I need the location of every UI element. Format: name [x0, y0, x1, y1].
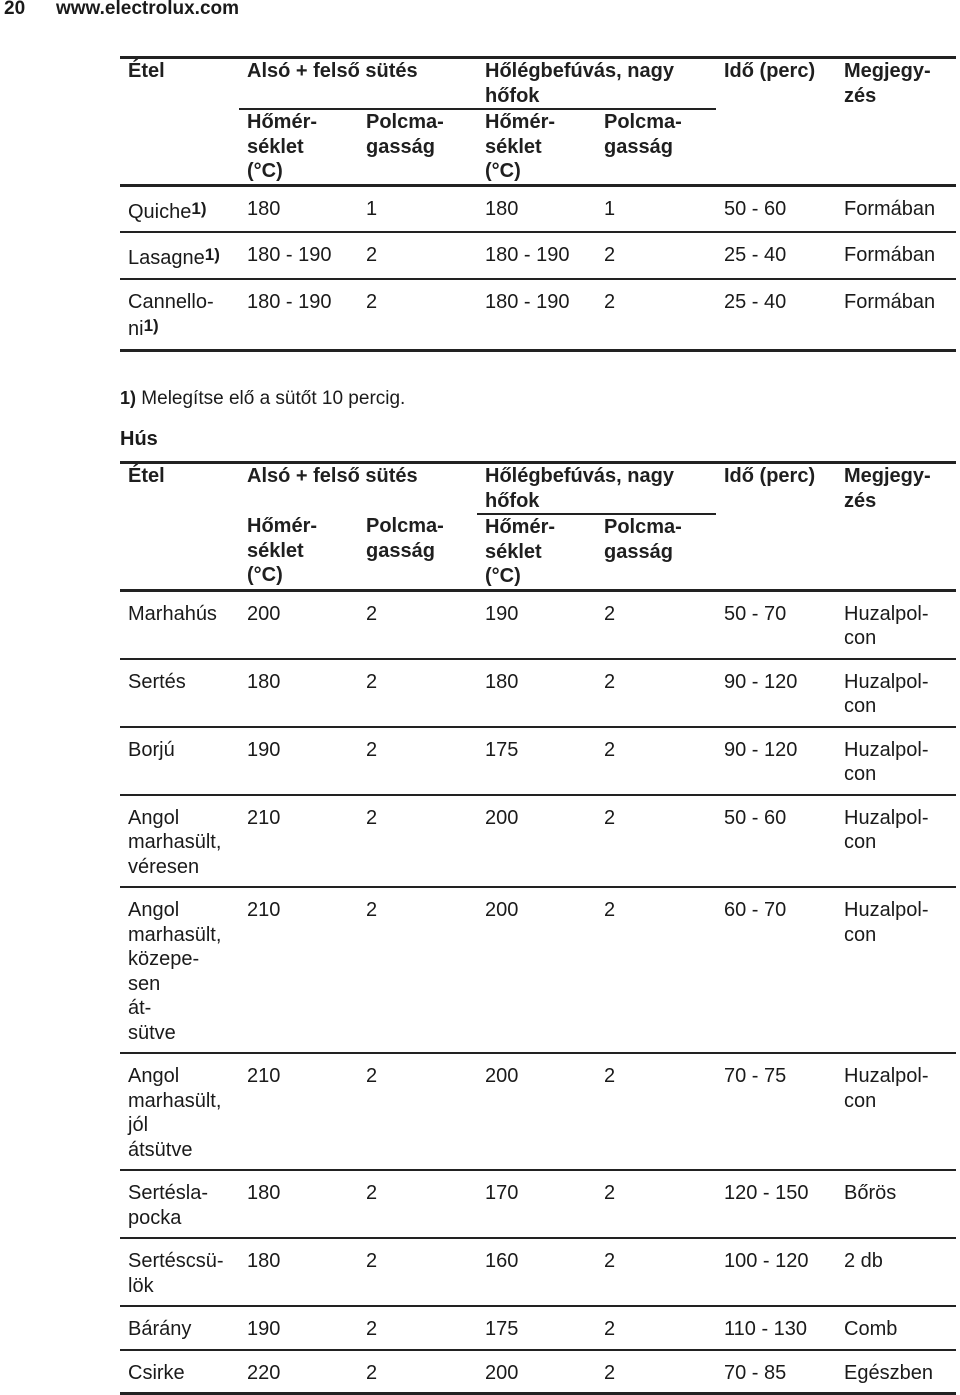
table-row	[120, 795, 956, 888]
note-cell: Huzalpol- con	[844, 899, 929, 946]
temp-cell: 175	[485, 738, 519, 761]
note-cell: Huzalpol- con	[844, 1065, 929, 1112]
food-cell: Marhahús	[128, 602, 217, 625]
shelf-cell: 2	[604, 1065, 616, 1087]
page-header	[0, 0, 960, 30]
col-header-shelf-1: Polcma- gasság	[358, 109, 477, 185]
temp-cell: 180 - 190	[247, 244, 332, 266]
header-row	[120, 463, 956, 515]
temp-cell: 180 - 190	[485, 290, 570, 313]
footnote-text: Melegítse elő a sütőt 10 percig.	[141, 388, 406, 409]
note-cell: Huzalpol- con	[844, 602, 929, 649]
col-header-shelf-1: Polcma- gasság	[366, 515, 444, 562]
note-cell: Bőrös	[844, 1182, 897, 1204]
time-cell: 50 - 60	[724, 197, 787, 220]
footnote-mark: 1)	[120, 388, 137, 408]
time-cell: 70 - 75	[724, 1065, 787, 1087]
shelf-cell: 2	[366, 1065, 378, 1087]
shelf-cell: 2	[366, 670, 378, 693]
col-header-temp-1: Hőmér- séklet (°C)	[239, 109, 358, 185]
table-row	[120, 727, 956, 795]
temp-cell: 180 - 190	[247, 290, 332, 313]
food-cell: Angol marhasült, véresen	[128, 806, 222, 878]
temp-cell: 210	[247, 806, 281, 829]
shelf-cell: 2	[366, 290, 378, 313]
shelf-cell: 2	[366, 738, 378, 761]
food-cell: Sertéscsü- lök	[128, 1250, 224, 1297]
col-header-note: Megjegy- zés	[844, 465, 931, 512]
shelf-cell: 2	[604, 1361, 616, 1384]
col-header-top-bottom: Alsó + felső sütés	[247, 465, 418, 487]
time-cell: 100 - 120	[724, 1250, 809, 1272]
dishes-table	[120, 56, 956, 352]
food-cell: Quiche$^{1)}$	[128, 198, 207, 223]
note-cell: Huzalpol- con	[844, 806, 929, 853]
col-header-shelf-2: Polcma- gasság	[596, 109, 716, 185]
food-cell: Csirke	[128, 1361, 185, 1384]
temp-cell: 210	[247, 1065, 281, 1087]
temp-cell: 190	[247, 738, 281, 761]
temp-cell: 190	[485, 602, 519, 625]
time-cell: 50 - 60	[724, 806, 787, 829]
table-row	[120, 1350, 956, 1394]
meat-table	[120, 461, 956, 1395]
table-row	[120, 232, 956, 279]
shelf-cell: 2	[604, 1182, 616, 1204]
col-header-food: Étel	[128, 60, 165, 82]
food-cell: Sertés	[128, 670, 186, 693]
shelf-cell: 1	[366, 197, 378, 220]
time-cell: 70 - 85	[724, 1361, 787, 1384]
temp-cell: 180	[485, 197, 519, 220]
time-cell: 60 - 70	[724, 899, 787, 921]
col-header-fan: Hőlégbefúvás, nagy hőfok	[485, 60, 674, 107]
food-cell: Cannello- ni$^{1)}$	[128, 290, 214, 340]
shelf-cell: 2	[604, 602, 616, 625]
note-cell: Comb	[844, 1318, 898, 1340]
shelf-cell: 2	[604, 670, 616, 693]
note-cell: Formában	[844, 197, 936, 220]
note-cell: 2 db	[844, 1250, 883, 1272]
shelf-cell: 2	[366, 602, 378, 625]
temp-cell: 175	[485, 1318, 519, 1340]
col-header-top-bottom: Alsó + felső sütés	[247, 60, 418, 82]
time-cell: 110 - 130	[724, 1318, 808, 1340]
note-cell: Huzalpol- con	[844, 670, 929, 717]
shelf-cell: 2	[604, 1250, 616, 1272]
temp-cell: 200	[247, 602, 281, 625]
temp-cell: 180 - 190	[485, 244, 570, 266]
shelf-cell: 2	[366, 899, 378, 921]
note-cell: Formában	[844, 290, 936, 313]
time-cell: 50 - 70	[724, 602, 787, 625]
table-row	[120, 590, 956, 659]
shelf-cell: 2	[366, 806, 378, 829]
shelf-cell: 2	[366, 1182, 378, 1204]
note-cell: Formában	[844, 244, 936, 266]
shelf-cell: 2	[604, 738, 616, 761]
shelf-cell: 2	[366, 244, 378, 266]
time-cell: 120 - 150	[724, 1182, 809, 1204]
shelf-cell: 2	[366, 1250, 378, 1272]
table-row	[120, 185, 956, 232]
shelf-cell: 2	[604, 806, 616, 829]
shelf-cell: 2	[604, 290, 616, 313]
col-header-note: Megjegy- zés	[844, 60, 931, 107]
shelf-cell: 2	[604, 1318, 616, 1340]
temp-cell: 160	[485, 1250, 519, 1272]
temp-cell: 180	[247, 670, 281, 693]
header-row	[120, 58, 956, 110]
temp-cell: 200	[485, 806, 519, 829]
section-title: Hús	[120, 428, 158, 450]
col-header-temp-1: Hőmér- séklet (°C)	[247, 515, 318, 586]
food-cell: Sertésla- pocka	[128, 1182, 209, 1229]
shelf-cell: 2	[604, 899, 616, 921]
temp-cell: 200	[485, 1361, 519, 1384]
site-url: www.electrolux.com	[56, 0, 240, 19]
table-row	[120, 1170, 956, 1238]
food-cell: Bárány	[128, 1318, 192, 1340]
table-row	[120, 279, 956, 351]
temp-cell: 200	[485, 899, 519, 921]
col-header-time: Idő (perc)	[724, 465, 816, 487]
col-header-temp-2: Hőmér- séklet (°C)	[477, 109, 596, 185]
note-cell: Huzalpol- con	[844, 738, 929, 785]
temp-cell: 170	[485, 1182, 519, 1204]
temp-cell: 180	[247, 197, 281, 220]
food-cell: Borjú	[128, 738, 175, 761]
footnote	[120, 388, 405, 410]
temp-cell: 210	[247, 899, 281, 921]
shelf-cell: 2	[366, 1361, 378, 1384]
table-row	[120, 1053, 956, 1170]
temp-cell: 220	[247, 1361, 281, 1384]
food-cell: Lasagne$^{1)}$	[128, 245, 220, 269]
time-cell: 25 - 40	[724, 244, 787, 266]
food-cell: Angol marhasült, jól átsütve	[128, 1065, 222, 1161]
temp-cell: 180	[485, 670, 519, 693]
note-cell: Egészben	[844, 1361, 933, 1384]
col-header-temp-2: Hőmér- séklet (°C)	[477, 514, 596, 590]
food-cell: Angol marhasült, közepe- sen át- sütve	[128, 899, 222, 1044]
col-header-time: Idő (perc)	[724, 60, 816, 82]
shelf-cell: 2	[604, 244, 616, 266]
page-number: 20	[4, 0, 26, 19]
time-cell: 90 - 120	[724, 670, 798, 693]
col-header-shelf-2: Polcma- gasság	[596, 514, 716, 590]
col-header-food: Étel	[128, 465, 165, 487]
temp-cell: 180	[247, 1182, 281, 1204]
time-cell: 90 - 120	[724, 738, 798, 761]
col-header-fan: Hőlégbefúvás, nagy hőfok	[485, 465, 674, 512]
shelf-cell: 1	[604, 197, 616, 220]
table-row	[120, 659, 956, 727]
table-row	[120, 1306, 956, 1350]
shelf-cell: 2	[366, 1318, 378, 1340]
time-cell: 25 - 40	[724, 290, 787, 313]
table-row	[120, 887, 956, 1053]
table-row	[120, 1238, 956, 1306]
temp-cell: 190	[247, 1318, 281, 1340]
temp-cell: 200	[485, 1065, 519, 1087]
temp-cell: 180	[247, 1250, 281, 1272]
